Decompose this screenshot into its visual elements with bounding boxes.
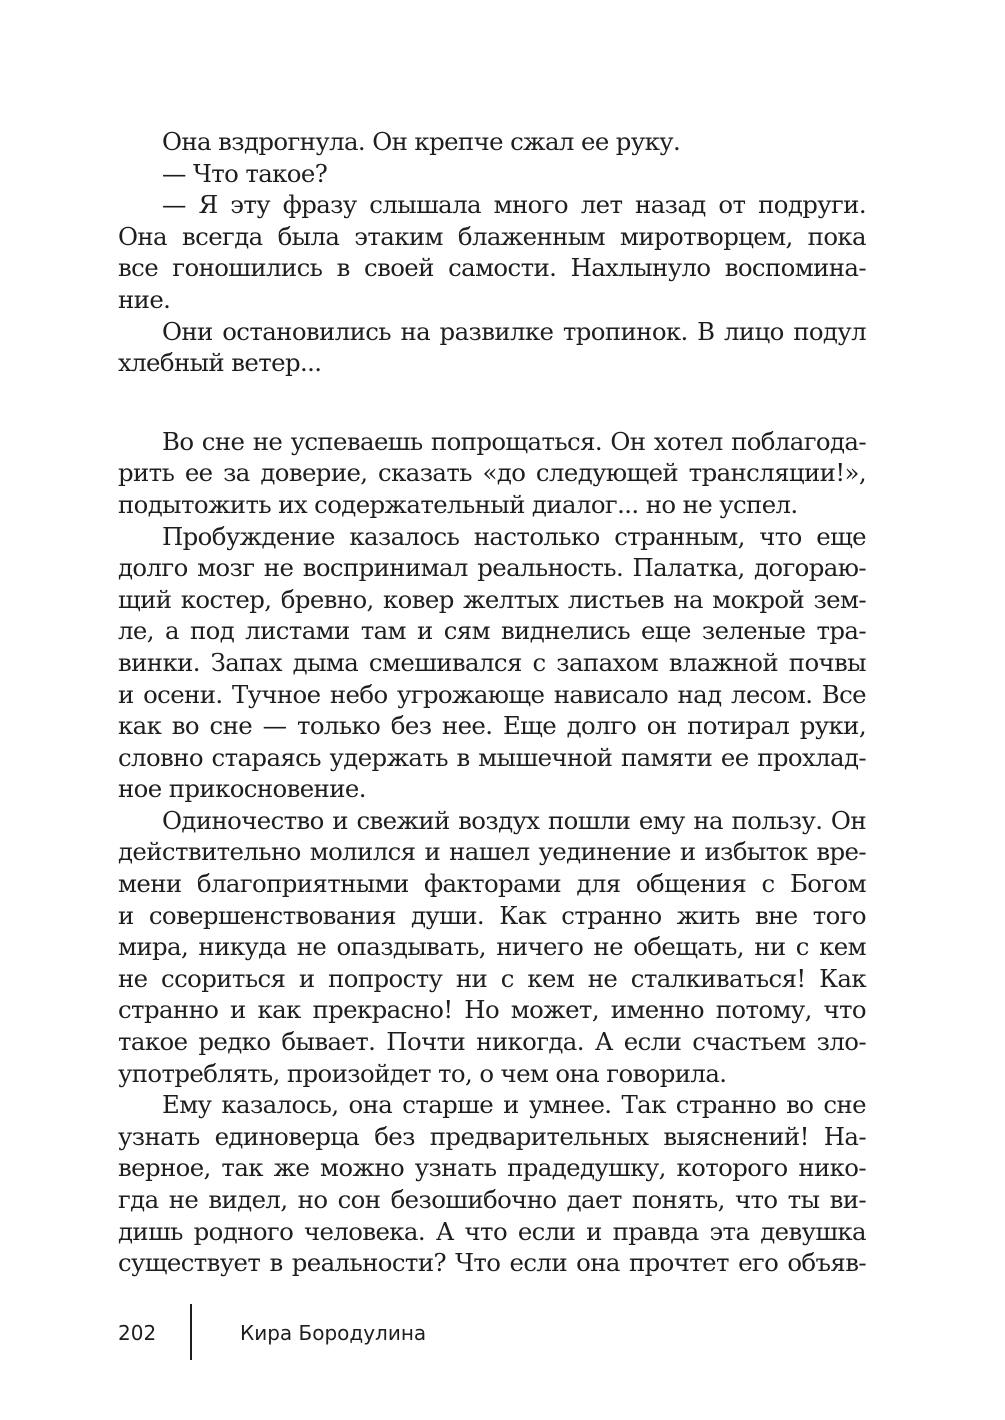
text-line: ное прикосновение. <box>118 774 366 804</box>
text-line: подытожить их содержательный диалог... но не успел. <box>118 489 798 519</box>
text-line: Она вздрогнула. Он крепче сжал ее руку. <box>162 127 681 156</box>
text-line: дишь родного человека. А что если и правда эта девушка <box>118 1216 866 1246</box>
text-line: — Что такое? <box>162 158 328 188</box>
text-line: не ссориться и попросту ни с кем не сталкиваться! Как <box>118 963 866 993</box>
text-line: все гоношились в своей самости. Нахлынуло воспомина- <box>118 253 866 283</box>
text-line: рить ее за доверие, сказать «до следующей трансляции!», <box>118 458 866 488</box>
text-line: странно и как прекрасно! Но может, именно потому, что <box>118 995 866 1025</box>
text-line: и осени. Тучное небо угрожающе нависало над лесом. Все <box>118 679 866 709</box>
text-line: Во сне не успеваешь попрощаться. Он хотел поблагода- <box>162 426 866 456</box>
section-break <box>118 379 866 426</box>
text-line: Ему казалось, она старше и умнее. Так странно во сне <box>162 1090 866 1120</box>
text-line: узнать единоверца без предварительных выяснений! На- <box>118 1121 866 1151</box>
text-line: действительно молился и нашел уединение и избыток вре- <box>118 837 866 867</box>
footer-divider <box>190 1304 192 1360</box>
footer-author: Кира Бородулина <box>240 1321 427 1345</box>
text-line: Пробуждение казалось настолько странным, что еще <box>162 521 866 551</box>
page-text <box>118 126 866 1279</box>
text-line: ние. <box>118 284 171 314</box>
text-line: ле, а под листами там и сям виднелись еще зеленые тра- <box>118 616 866 646</box>
text-line: и совершенствования души. Как странно жить вне того <box>118 900 866 930</box>
text-line: как во сне — только без нее. Еще долго он потирал руки, <box>118 711 866 741</box>
text-line: употреблять, произойдет то, о чем она говорила. <box>118 1058 727 1088</box>
text-line: Одиночество и свежий воздух пошли ему на пользу. Он <box>162 805 866 835</box>
text-line: верное, так же можно узнать прадедушку, которого нико- <box>118 1153 866 1183</box>
text-line: словно стараясь удержать в мышечной памяти ее прохлад- <box>118 742 866 772</box>
text-line: долго мозг не воспринимал реальность. Палатка, догораю- <box>118 553 866 583</box>
text-line: Она всегда была этаким блаженным миротворцем, пока <box>118 221 866 251</box>
page-number: 202 <box>118 1321 157 1345</box>
text-line: Они остановились на развилке тропинок. В лицо подул <box>162 316 866 346</box>
text-line: гда не видел, но сон безошибочно дает понять, что ты ви- <box>118 1185 866 1214</box>
text-line: винки. Запах дыма смешивался с запахом влажной почвы <box>118 647 866 677</box>
text-line: хлебный ветер... <box>118 348 322 378</box>
text-line: мени благоприятными факторами для общения с Богом <box>118 869 866 899</box>
text-line: существует в реальности? Что если она прочтет его объяв- <box>118 1248 866 1278</box>
text-line: щий костер, бревно, ковер желтых листьев на мокрой зем- <box>118 584 866 614</box>
text-line: мира, никуда не опаздывать, ничего не обещать, ни с кем <box>118 932 866 962</box>
text-line: — Я эту фразу слышала много лет назад от подруги. <box>162 190 866 220</box>
text-line: такое редко бывает. Почти никогда. А если счастьем зло- <box>118 1027 866 1057</box>
